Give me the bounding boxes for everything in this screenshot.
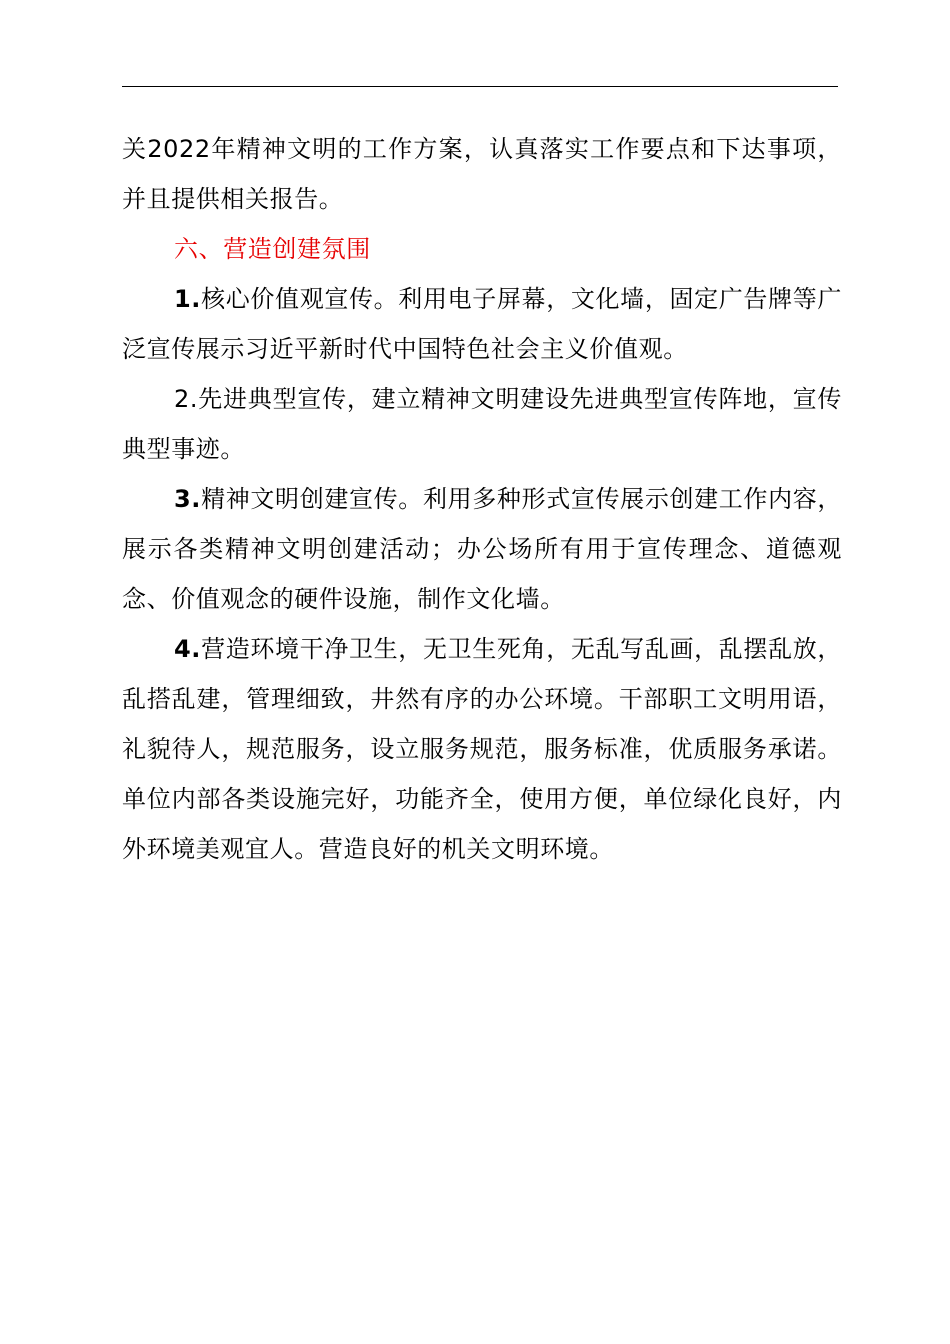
item-text: 核心价值观宣传。利用电子屏幕，文化墙，固定广告牌等广泛宣传展示习近平新时代中国特色社会主义价值观。: [122, 285, 842, 363]
document-body: [122, 124, 842, 874]
list-item: [122, 474, 842, 624]
list-item: [122, 374, 842, 474]
list-item: [122, 624, 842, 874]
item-number: 3.: [174, 485, 202, 513]
item-text: 营造环境干净卫生，无卫生死角，无乱写乱画，乱摆乱放，乱搭乱建，管理细致，井然有序的办公环境。干部职工文明用语，礼貌待人，规范服务，设立服务规范，服务标准，优质服务承诺。单位内部各类设施完好，功能齐全，使用方便，单位绿化良好，内外环境美观宜人。营造良好的机关文明环境。: [122, 635, 842, 863]
item-number: 4.: [174, 635, 202, 663]
item-number: 1.: [174, 285, 202, 313]
item-number: 2.: [174, 385, 199, 413]
list-item: [122, 274, 842, 374]
header-rule: [122, 86, 838, 87]
item-text: 精神文明创建宣传。利用多种形式宣传展示创建工作内容，展示各类精神文明创建活动；办公场所有用于宣传理念、道德观念、价值观念的硬件设施，制作文化墙。: [122, 485, 842, 613]
intro-paragraph: 关2022年精神文明的工作方案，认真落实工作要点和下达事项，并且提供相关报告。: [122, 135, 842, 213]
item-text: 先进典型宣传，建立精神文明建设先进典型宣传阵地，宣传典型事迹。: [122, 385, 842, 463]
section-heading: 六、营造创建氛围: [174, 235, 371, 263]
